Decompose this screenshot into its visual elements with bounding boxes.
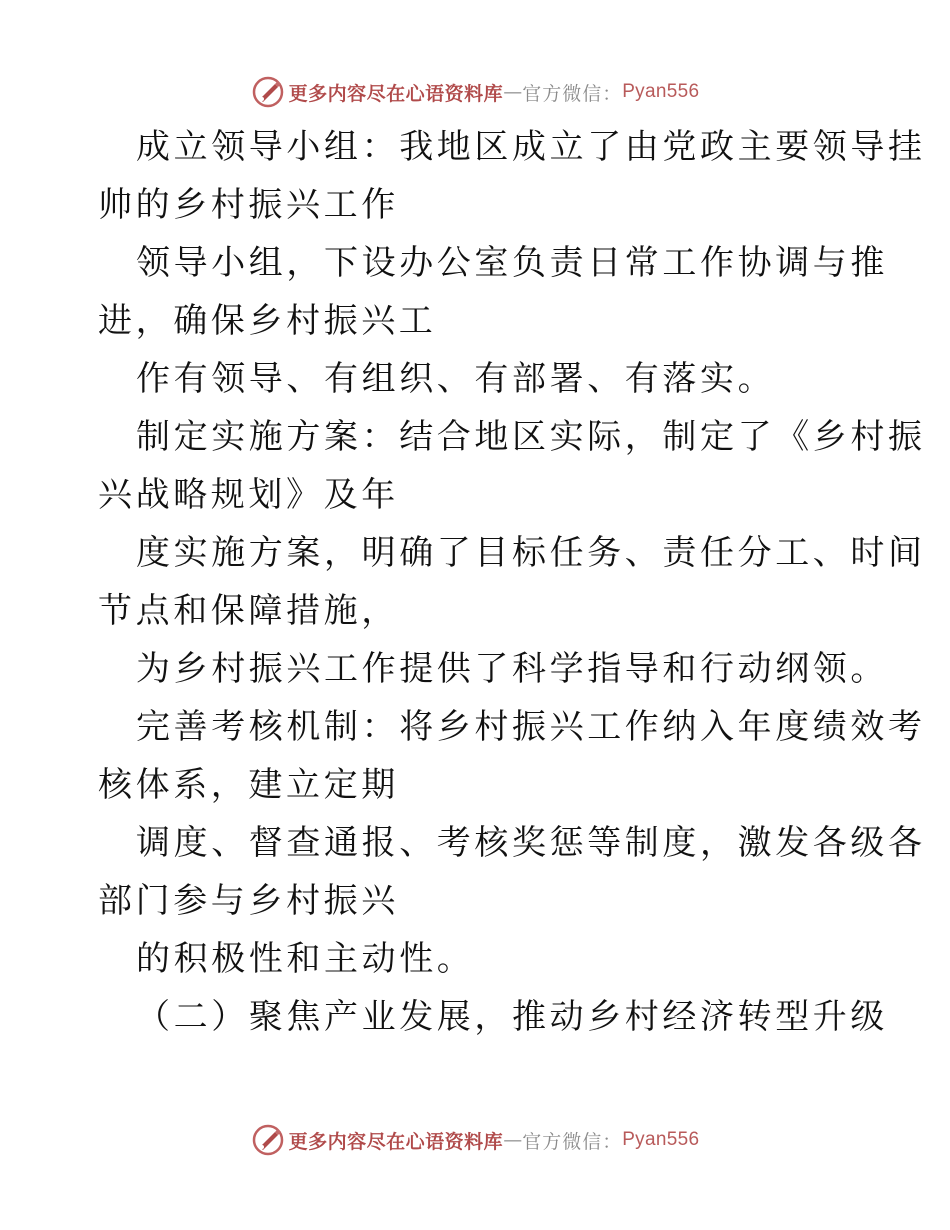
text-line: 的积极性和主动性。 (136, 939, 475, 979)
text-line: 完善考核机制：将乡村振兴工作纳入年度绩效考 (136, 707, 926, 747)
header-brand-text: 更多内容尽在心语资料库 (288, 82, 504, 105)
header-wechat-label: 官方微信： (522, 82, 623, 105)
footer-wechat-handle: Pyan556 (622, 1129, 700, 1150)
text-line: 度实施方案，明确了目标任务、责任分工、时间 (136, 533, 926, 573)
text-line: 为乡村振兴工作提供了科学指导和行动纲领。 (136, 649, 888, 689)
text-line: 成立领导小组：我地区成立了由党政主要领导挂 (136, 127, 926, 167)
text-line: 调度、督查通报、考核奖惩等制度，激发各级各 (136, 823, 926, 863)
text-line: 帅的乡村振兴工作 (98, 185, 399, 225)
header-watermark (0, 72, 950, 112)
text-line: 作有领导、有组织、有部署、有落实。 (136, 359, 776, 399)
text-line: 部门参与乡村振兴 (98, 881, 399, 921)
footer-brand-text: 更多内容尽在心语资料库 (288, 1130, 504, 1153)
text-line: 领导小组，下设办公室负责日常工作协调与推 (136, 243, 888, 283)
text-line: 制定实施方案：结合地区实际，制定了《乡村振 (136, 417, 926, 457)
brand-logo-icon (251, 75, 285, 109)
text-line: 兴战略规划》及年 (98, 475, 399, 515)
text-line: 进，确保乡村振兴工 (98, 301, 437, 341)
footer-watermark (0, 1120, 950, 1160)
header-wechat-handle: Pyan556 (622, 81, 700, 102)
footer-wechat-label: 官方微信： (522, 1130, 623, 1153)
header-separator: — (503, 81, 523, 103)
section-heading: （二）聚焦产业发展，推动乡村经济转型升级 (136, 997, 888, 1037)
brand-logo-icon (251, 1123, 285, 1157)
document-body (98, 118, 926, 1046)
text-line: 节点和保障措施， (98, 591, 399, 631)
text-line: 核体系，建立定期 (98, 765, 399, 805)
footer-separator: — (503, 1129, 523, 1151)
